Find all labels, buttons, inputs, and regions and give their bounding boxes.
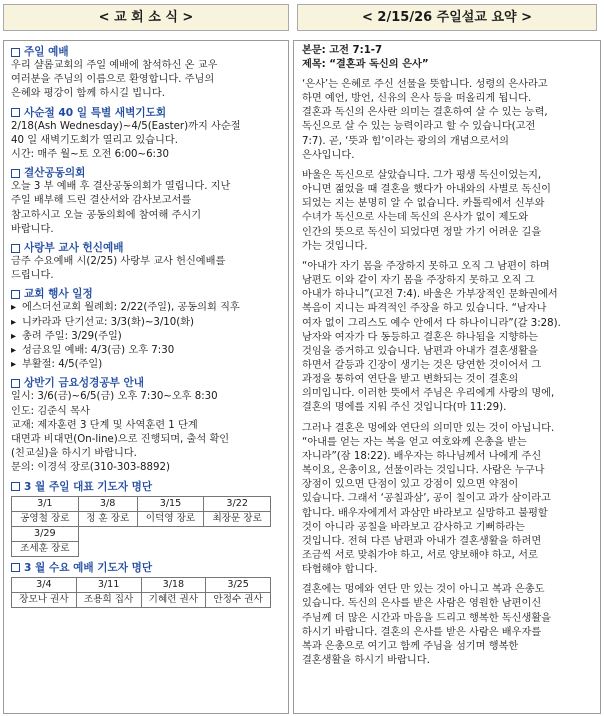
prayer-name-cell: 조용희 집사: [76, 592, 141, 607]
wednesday-prayer-table: [11, 577, 271, 608]
sermon-line: 주님께 더 많은 시간과 마음을 드리고 행복한 독신생활을: [302, 612, 552, 624]
news-section-line: 40 일 새벽기도회가 열리고 있습니다.: [11, 134, 178, 146]
sermon-line: 복음이 지니는 파격적인 주장을 하고 있습니다. “남자나: [302, 303, 547, 315]
sermon-column: [293, 40, 601, 714]
sermon-line: 타협해야 합니다.: [302, 564, 378, 576]
church-news-title: < 교 회 소 식 >: [98, 9, 194, 25]
prayer-name-cell: 기혜련 권사: [141, 592, 206, 607]
header: [0, 0, 604, 34]
sermon-line: 것입니다. 전혀 다른 남편과 아내가 결혼생활을 하려면: [302, 535, 542, 547]
sermon-paragraph: [302, 422, 594, 578]
bible-study-line: (친교실)을 하시기 바랍니다.: [11, 448, 137, 460]
prayer-name-cell: 공영철 장로: [12, 511, 79, 526]
prayer-name-cell: 조세훈 장로: [12, 541, 79, 556]
news-section-line: 우리 샬롬교회의 주일 예배에 참석하신 온 교우: [11, 60, 218, 71]
sermon-line: 과정을 통하여 연단을 받고 변화되는 것이 결혼의: [302, 374, 519, 386]
sermon-line: 하면서 갈등과 긴장이 생기는 것은 당연한 것이어서 그: [302, 359, 542, 371]
sermon-line: 합니다. 배우자에게서 과삼만 바라보고 실망하고 불평할: [302, 507, 548, 519]
sermon-paragraph: [302, 583, 594, 668]
news-section-title: [11, 166, 282, 180]
news-section-line: 시간: 매주 월~토 오전 6:00~6:30: [11, 149, 169, 161]
sermon-line: 복과 은총으로 여기고 함께 주님을 섬기며 행복한: [302, 640, 519, 652]
news-section-title-text: 주일 예배: [24, 46, 69, 58]
sermon-line: 7:7). 곧, ‘뜻과 힘’이라는 광의의 개념으로서의: [302, 135, 509, 147]
square-bullet-icon: [11, 290, 20, 299]
sermon-line: 것이 아니라 공칠을 바라보고 감사하고 기뻐하라는: [302, 521, 525, 533]
sermon-title: 제목: “결혼과 독신의 은사”: [302, 59, 429, 70]
bible-study-section-title: 상반기 금요성경공부 안내: [11, 376, 282, 390]
sermon-line: 아내가 하나니”(고전 7:4). 바울은 가부장적인 문화권에서: [302, 289, 558, 301]
prayer-date-cell: 3/8: [78, 496, 137, 511]
prayer-name-cell: 장모나 권사: [12, 592, 77, 607]
square-bullet-icon: [11, 379, 20, 388]
sunday-prayer-table: [11, 496, 271, 557]
prayer-date-cell: 3/15: [137, 496, 204, 511]
sermon-line: 독신으로 살 수 있는 능력이라고 할 수 있습니다(고전: [302, 121, 536, 133]
news-section-line: 바랍니다.: [11, 223, 54, 235]
prayer-date-cell: 3/1: [12, 496, 79, 511]
events-list: [11, 301, 282, 372]
sermon-scripture: 본문: 고전 7:1-7: [302, 45, 383, 56]
sermon-line: “아내가 자기 몸을 주장하지 못하고 오직 그 남편이 하며: [302, 260, 550, 272]
bible-study-info: [11, 390, 282, 475]
events-section-title: 교회 행사 일정: [11, 287, 282, 301]
event-item-text: 니카라과 단기선교: 3/3(화)~3/10(화): [22, 316, 195, 328]
sermon-line: 하면 예언, 방언, 신유의 은사 등을 떠올리게 됩니다.: [302, 93, 532, 105]
event-item-text: 성금요일 예배: 4/3(금) 오후 7:30: [22, 345, 175, 357]
sermon-line: 결혼과 독신의 은사란 의미는 결혼하여 살 수 있는 능력,: [302, 107, 548, 119]
sermon-line: 여자 없이 그리스도 예수 안에서 다 하나이니라”(갈 3:28).: [302, 317, 561, 329]
bible-study-line: 인도: 김준식 목사: [11, 405, 90, 417]
sermon-line: 되었는 지는 분명히 알 수 없습니다. 카톨릭에서 신부와: [302, 198, 545, 210]
sermon-line: 있습니다. 독신의 은사를 받은 사람은 영원한 남편이신: [302, 598, 542, 610]
sermon-body: [302, 78, 594, 668]
sermon-line: 바울은 독신으로 살았습니다. 그가 평생 독신이었는지,: [302, 169, 542, 181]
sermon-paragraph: [302, 169, 594, 254]
sermon-line: 수녀가 독신으로 사는데 독신의 은사가 없이 제도와: [302, 212, 529, 224]
sermon-line: 자니라”(잠 18:22). 배우자는 하나님께서 나에게 주신: [302, 450, 542, 462]
event-item: [11, 330, 282, 344]
prayer-name-cell: 정 훈 장로: [78, 511, 137, 526]
square-bullet-icon: [11, 244, 20, 253]
news-section-line: 주일 배부해 드린 결산서와 감사보고서를: [11, 195, 192, 207]
square-bullet-icon: [11, 482, 20, 491]
sermon-line: 그러나 결혼은 멍에와 연단의 의미만 있는 것이 아닙니다.: [302, 422, 555, 434]
sermon-line: 하시기 바랍니다. 결혼의 은사를 받은 사람은 배우자를: [302, 626, 542, 638]
sermon-line: 조금씩 서로 맞춰가야 하고, 서로 양보해야 하고, 서로: [302, 550, 538, 561]
triangle-bullet-icon: ▸: [11, 359, 17, 371]
church-news-header: [3, 4, 289, 31]
event-item: [11, 301, 282, 315]
sermon-summary-title: < 2/15/26 주일설교 요약 >: [362, 9, 532, 25]
news-section-title: [11, 241, 282, 255]
triangle-bullet-icon: ▸: [11, 330, 17, 342]
square-bullet-icon: [11, 48, 20, 57]
sermon-paragraph: [302, 260, 594, 416]
sermon-line: 것임을 증거하고 있습니다. 남편과 아내가 결혼생활을: [302, 345, 538, 357]
bible-study-line: 교재: 제자훈련 3 단계 및 사역훈련 1 단계: [11, 419, 198, 431]
sermon-line: 인간의 뜻으로 독신이 되었다면 정말 가기 어려운 길을: [302, 226, 542, 238]
sermon-line: 있습니다. 그래서 ‘공칠과삼’, 공이 칠이고 과가 삼이라고: [302, 493, 551, 505]
sermon-line: ‘은사’는 은혜로 주신 선물을 뜻합니다. 성령의 은사라고: [302, 79, 548, 90]
event-item: [11, 358, 282, 372]
sermon-line: 결혼의 명에를 지워 주신 것입니다(마 11:29).: [302, 402, 507, 414]
triangle-bullet-icon: ▸: [11, 302, 17, 314]
triangle-bullet-icon: ▸: [11, 316, 17, 328]
bible-study-line: 대면과 비대면(On-line)으로 진행되며, 출석 확인: [11, 434, 230, 446]
prayer-date-cell: 3/11: [76, 577, 141, 592]
prayer-date-cell: 3/29: [12, 526, 79, 541]
event-item-text: 에스더선교회 월례회: 2/22(주일), 공동의회 직후: [22, 302, 240, 314]
news-section-title: [11, 106, 282, 120]
news-section-line: 은혜와 평강이 함께 하시길 빕니다.: [11, 88, 165, 100]
news-section-line: 참고하시고 오늘 공동의회에 참여해 주시기: [11, 209, 202, 221]
news-section-title-text: 결산공동의회: [24, 167, 86, 180]
prayer-date-cell: 3/18: [141, 577, 206, 592]
event-item-text: 부활절: 4/5(주일): [22, 359, 103, 371]
news-section-title-text: 사순절 40 일 특별 새벽기도회: [24, 106, 167, 119]
news-section-line: 여러분을 주님의 이름으로 환영합니다. 주님의: [11, 74, 215, 86]
church-news-column: [3, 40, 289, 714]
prayer-date-cell: 3/25: [206, 577, 271, 592]
news-section-line: 오늘 3 부 예배 후 결산공동의회가 열립니다. 지난: [11, 181, 231, 193]
triangle-bullet-icon: ▸: [11, 345, 17, 357]
event-item: [11, 316, 282, 330]
square-bullet-icon: [11, 563, 20, 572]
sermon-paragraph: [302, 78, 594, 163]
sermon-line: 장점이 있으면 단점이 있고 강점이 있으면 약점이: [302, 479, 519, 491]
news-section-line: 금주 수요예배 시(2/25) 사랑부 교사 헌신예배를: [11, 256, 226, 268]
event-item-text: 총려 주일: 3/29(주일): [22, 330, 122, 342]
news-section-line: 드립니다.: [11, 270, 54, 282]
sermon-line: 의미입니다. 이러한 뜻에서 주님은 우리에게 사랑의 명에,: [302, 388, 555, 400]
prayer-date-cell: 3/4: [12, 577, 77, 592]
wednesday-prayer-section-title: 3 월 수요 예배 기도자 명단: [11, 561, 282, 575]
sermon-summary-header: [297, 4, 597, 31]
sermon-line: 복이요, 은총이요, 선물이라는 것입니다. 사람은 누구나: [302, 465, 545, 477]
sermon-line: 결혼생활을 하시기 바랍니다.: [302, 655, 430, 667]
news-section-title-text: 사랑부 교사 헌신예배: [24, 242, 124, 255]
bible-study-line: 일시: 3/6(금)~6/5(금) 오후 7:30~오후 8:30: [11, 391, 218, 403]
sermon-line: 아니면 젊었을 때 결혼을 했다가 아내와의 사별로 독신이: [302, 184, 552, 196]
sermon-line: 남편도 이와 같이 자기 몸을 주장하지 못하고 오직 그: [302, 275, 535, 287]
sunday-prayer-section-title: 3 월 주일 대표 기도자 명단: [11, 480, 282, 494]
square-bullet-icon: [11, 108, 20, 117]
prayer-name-cell: 최장문 장로: [204, 511, 271, 526]
sermon-line: 결혼에는 멍에와 연단 만 있는 것이 아니고 복과 은총도: [302, 584, 545, 596]
prayer-name-cell: 안정수 권사: [206, 592, 271, 607]
square-bullet-icon: [11, 169, 20, 178]
sermon-line: 가는 것입니다.: [302, 240, 368, 252]
bible-study-line: 문의: 이경석 장로(310-303-8892): [11, 462, 170, 474]
prayer-date-cell: 3/22: [204, 496, 271, 511]
sermon-line: “아내를 얻는 자는 복을 얻고 여호와께 은총을 받는: [302, 436, 527, 448]
sermon-line: 남자와 여자가 다 동등하고 결혼은 하나됨을 지향하는: [302, 331, 538, 343]
event-item: [11, 344, 282, 358]
news-section-title: [11, 45, 282, 59]
news-section-line: 2/18(Ash Wednesday)~4/5(Easter)까지 사순절: [11, 120, 241, 132]
prayer-name-cell: 이덕영 장로: [137, 511, 204, 526]
sermon-line: 은사입니다.: [302, 149, 355, 161]
